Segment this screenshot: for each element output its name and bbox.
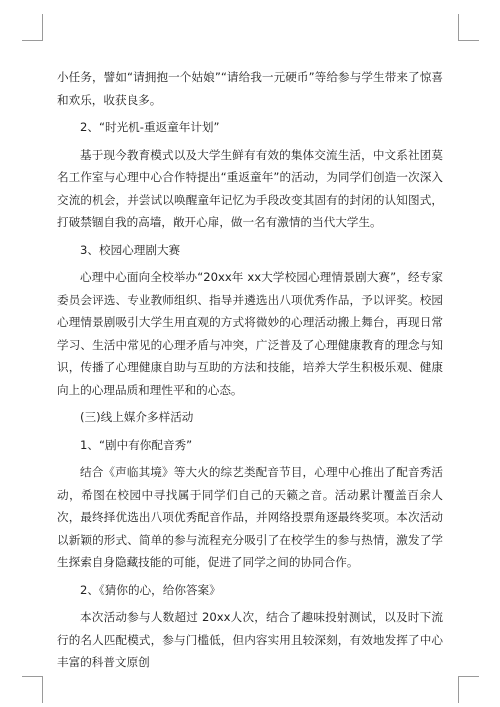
paragraph-time-machine: 基于现今教育模式以及大学生鲜有有效的集体交流生活，中文系社团莫名工作室与心理中心合作特提出“重返童年”的活动，为同学们创造一次深入交流的机会，并尝试以唤醒童年记忆为手段改变其固有的封闭的认知图式，打破禁锢自我的高墙，敞开心扉，做一名有激情的当代大学生。 [57,147,443,229]
heading-psychodrama-contest: 3、校园心理剧大赛 [80,242,181,257]
paragraph-guess-your-heart: 本次活动参与人数超过 20xx人次，结合了趣味投射测试，以及时下流行的名人匹配模式，参与门槛低，但内容实用且较深刻，有效地发挥了中心丰富的科普文原创 [57,610,443,669]
paragraph-dubbing-show: 结合《声临其境》等大火的综艺类配音节目，心理中心推出了配音秀活动，希图在校园中寻找属于同学们自己的天籁之音。活动累计覆盖百余人次，最终择优选出八项优秀配音作品，并网络投票角逐最终奖项。本次活动以新颖的形式、简单的参与流程充分吸引了在校学生的参与热情，激发了学生探索自身隐藏技能的可能，促进了同学之间的协同合作。 [57,465,443,569]
crop-mark-bottom-right [458,676,479,703]
heading-dubbing-show: 1、“剧中有你配音秀” [80,437,193,452]
heading-time-machine: 2、“时光机-重返童年计划” [80,120,220,134]
document-page-body [57,66,443,674]
crop-mark-bottom-left [22,676,43,703]
section-heading-online-activities: (三)线上媒介多样活动 [80,410,194,424]
paragraph-continuation: 小任务，譬如“请拥抱一个姑娘”“请给我一元硬币”等给参与学生带来了惊喜和欢乐，收获良多。 [57,70,443,107]
paragraph-psychodrama-contest: 心理中心面向全校举办“20xx年 xx大学校园心理情景剧大赛”，经专家委员会评选、专业教师组织、指导并遴选出八项优秀作品，予以评奖。校园心理情景剧吸引大学生用直观的方式将微妙的心理活动搬上舞台，再现日常学习、生活中常见的心理矛盾与冲突，广泛普及了心理健康教育的理念与知识，传播了心理健康自助与互助的方法和技能，培养大学生积极乐观、健康向上的心理品质和理性平和的心态。 [57,270,443,397]
crop-mark-top-right [458,14,479,41]
heading-guess-your-heart: 2、《猜你的心，给你答案》 [80,582,221,597]
crop-mark-top-left [22,14,43,41]
